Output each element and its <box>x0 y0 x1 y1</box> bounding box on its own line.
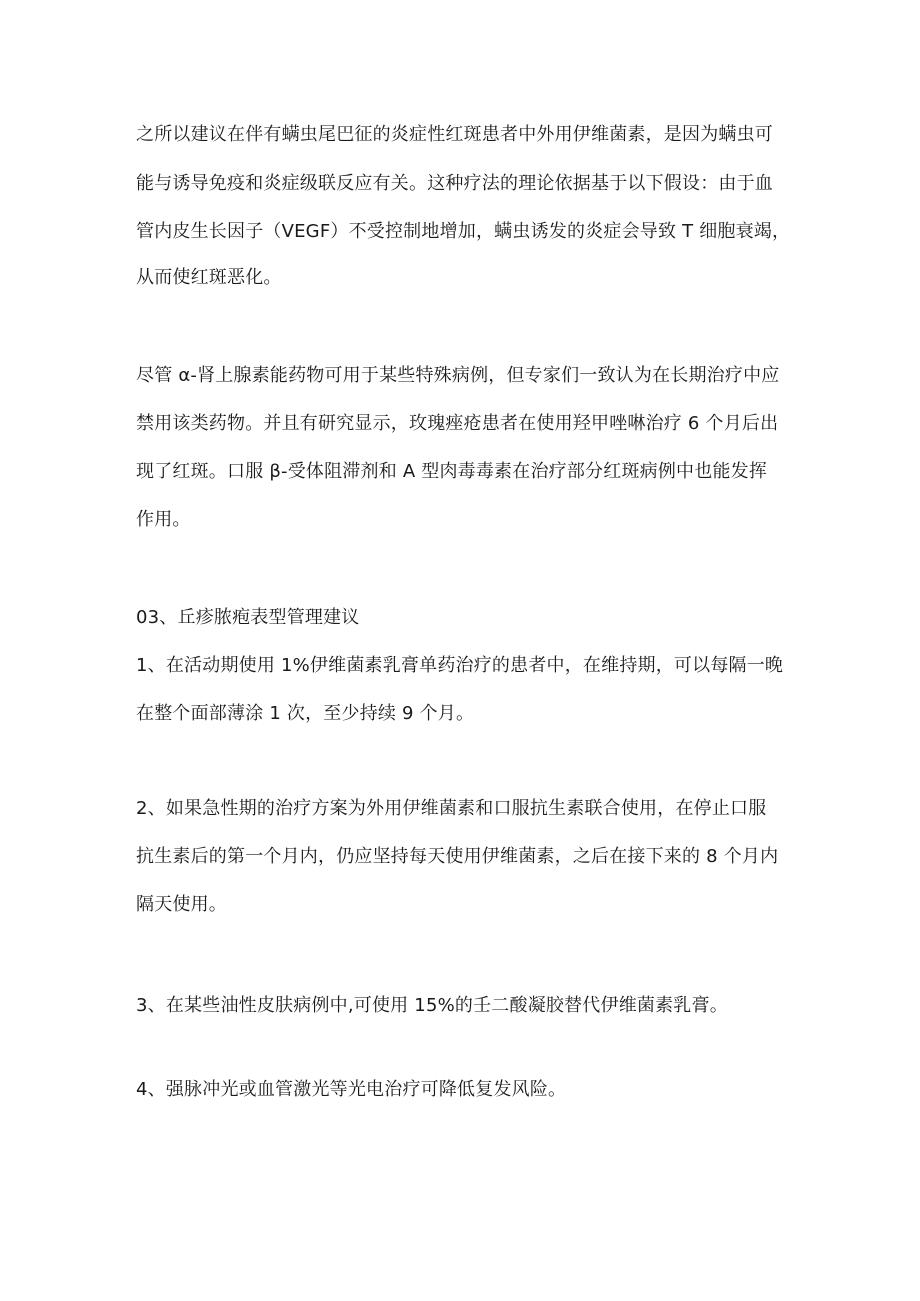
item-3-line-1: 3、在某些油性皮肤病例中,可使用 15%的壬二酸凝胶替代伊维菌素乳膏。 <box>136 995 728 1016</box>
paragraph-2-line-2: 禁用该类药物。并且有研究显示，玫瑰痤疮患者在使用羟甲唑啉治疗 6 个月后出 <box>136 413 779 434</box>
item-2-line-1: 2、如果急性期的治疗方案为外用伊维菌素和口服抗生素联合使用，在停止口服 <box>136 798 767 819</box>
paragraph-2-line-3: 现了红斑。口服 β-受体阻滞剂和 A 型肉毒毒素在治疗部分红斑病例中也能发挥 <box>136 461 768 482</box>
paragraph-1-line-2: 能与诱导免疫和炎症级联反应有关。这种疗法的理论依据基于以下假设：由于血 <box>136 173 773 194</box>
paragraph-1-line-1: 之所以建议在伴有螨虫尾巴征的炎症性红斑患者中外用伊维菌素，是因为螨虫可 <box>136 124 773 145</box>
paragraph-1-line-4: 从而使红斑恶化。 <box>136 267 282 288</box>
item-2-line-2: 抗生素后的第一个月内，仍应坚持每天使用伊维菌素，之后在接下来的 8 个月内 <box>136 846 779 867</box>
item-1-line-1: 1、在活动期使用 1%伊维菌素乳膏单药治疗的患者中，在维持期，可以每隔一晚 <box>136 655 784 676</box>
paragraph-2-line-4: 作用。 <box>136 509 191 530</box>
item-4-line-1: 4、强脉冲光或血管激光等光电治疗可降低复发风险。 <box>136 1079 567 1100</box>
paragraph-1-line-3: 管内皮生长因子（VEGF）不受控制地增加，螨虫诱发的炎症会导致 T 细胞衰竭， <box>136 221 791 242</box>
item-1-line-2: 在整个面部薄涂 1 次，至少持续 9 个月。 <box>136 703 475 724</box>
section-heading: 03、丘疹脓疱表型管理建议 <box>136 607 360 628</box>
paragraph-2-line-1: 尽管 α-肾上腺素能药物可用于某些特殊病例，但专家们一致认为在长期治疗中应 <box>136 365 780 386</box>
item-2-line-3: 隔天使用。 <box>136 894 227 915</box>
